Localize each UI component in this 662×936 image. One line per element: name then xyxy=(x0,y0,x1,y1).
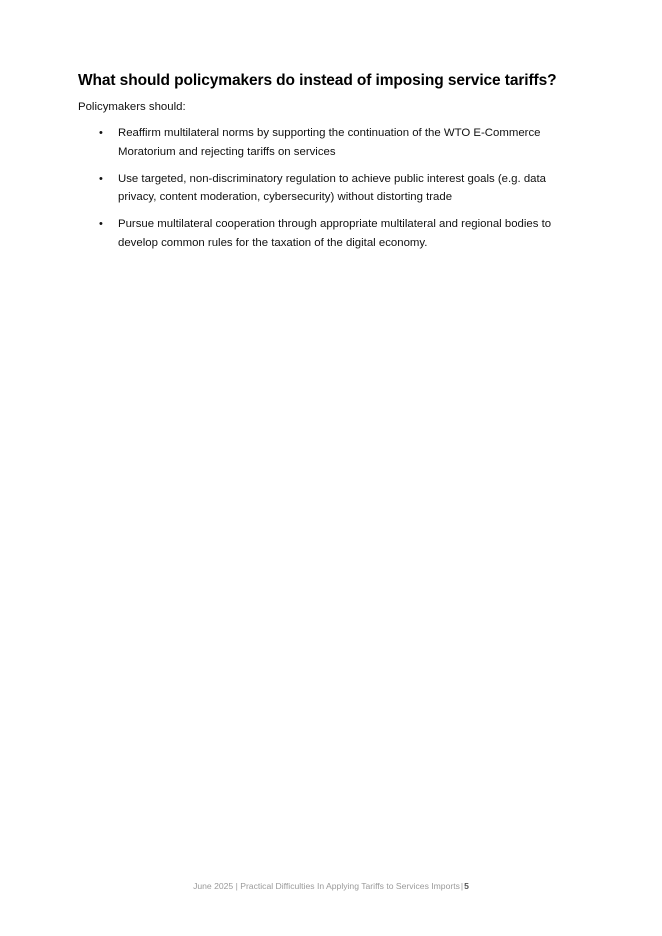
list-item-text: Pursue multilateral cooperation through appropriate multilateral and regional bodies to develop common rules for the taxation of the digital economy. xyxy=(118,218,552,249)
bullet-icon: • xyxy=(99,172,103,185)
list-item-text: Reaffirm multilateral norms by supporting the continuation of the WTO E-Commerce Moratorium and rejecting tariffs on services xyxy=(118,127,541,158)
list-item xyxy=(78,215,578,252)
intro-text: Policymakers should: xyxy=(78,101,186,113)
list-item xyxy=(78,124,578,161)
footer-separator: | xyxy=(460,881,464,891)
recommendation-list xyxy=(78,124,578,261)
bullet-icon: • xyxy=(99,218,103,230)
list-item-text: Use targeted, non-discriminatory regulation to achieve public interest goals (e.g. data privacy, content moderation, cybersecurity) without distorting trade xyxy=(118,172,547,203)
page-footer xyxy=(0,880,662,892)
footer-text: June 2025 | Practical Difficulties In Applying Tariffs to Services Imports xyxy=(193,881,460,891)
section-heading: What should policymakers do instead of imposing service tariffs? xyxy=(78,72,557,89)
page-number: 5 xyxy=(464,881,469,891)
list-item xyxy=(78,170,578,207)
bullet-icon: • xyxy=(99,127,103,139)
